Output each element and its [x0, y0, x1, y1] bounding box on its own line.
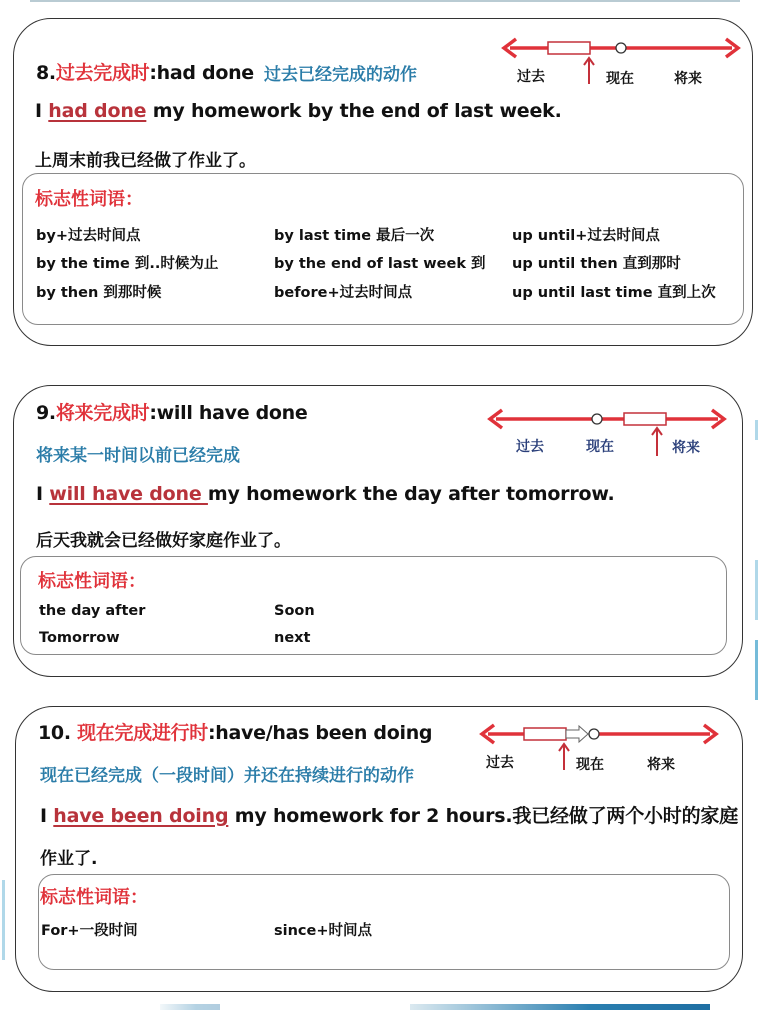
tense-meaning: 过去已经完成的动作	[264, 65, 417, 85]
keyword: by+过去时间点	[36, 228, 141, 244]
highlighted-verb: will have done	[49, 483, 208, 505]
sentence-suffix: my homework for 2 hours.我已经做了两个小时的家庭	[228, 805, 738, 827]
scan-artifact-edge	[755, 420, 758, 440]
keyword: up until+过去时间点	[512, 228, 660, 244]
keywords-heading: 标志性词语：	[38, 571, 146, 592]
sentence-suffix: my homework by the end of last week.	[146, 100, 562, 122]
tense-name: 过去完成时	[55, 62, 150, 84]
keyword: up until then 直到那时	[512, 256, 681, 272]
section-10-timeline-diagram	[478, 722, 723, 752]
keyword: the day after	[39, 603, 146, 619]
sentence-prefix: I	[40, 805, 54, 827]
keyword: by the time 到..时候为止	[36, 256, 219, 272]
keyword: For+一段时间	[41, 923, 138, 939]
section-number: 8.	[36, 62, 56, 84]
scan-artifact-edge	[755, 640, 758, 700]
section-9-timeline-diagram	[486, 407, 731, 437]
sentence-suffix: my homework the day after tomorrow.	[207, 483, 615, 505]
scan-artifact-bar	[160, 1004, 220, 1010]
tense-formula: :had done	[149, 62, 254, 84]
example-sentence	[35, 100, 562, 122]
top-border-strip	[30, 0, 740, 2]
section-9-heading	[36, 398, 307, 425]
scan-artifact-bar	[410, 1004, 710, 1010]
timeline-label-future: 将来	[672, 440, 700, 456]
chinese-translation: 上周末前我已经做了作业了。	[35, 151, 256, 171]
tense-meaning: 现在已经完成（一段时间）并还在持续进行的动作	[40, 766, 414, 786]
tense-meaning: 将来某一时间以前已经完成	[36, 446, 240, 466]
keyword: Soon	[274, 603, 315, 619]
keywords-heading: 标志性词语：	[35, 189, 143, 210]
arrow-up-icon	[582, 56, 596, 84]
timeline-label-now: 现在	[606, 71, 634, 87]
keyword: next	[274, 630, 311, 646]
arrow-up-icon	[557, 742, 571, 770]
keyword: since+时间点	[274, 923, 373, 939]
keyword: by then 到那时候	[36, 285, 162, 301]
timeline-label-future: 将来	[674, 71, 702, 87]
sentence-prefix: I	[35, 100, 49, 122]
sentence-continuation: 作业了.	[40, 849, 98, 869]
scan-artifact-edge	[755, 560, 758, 620]
timeline-label-past: 过去	[517, 69, 545, 85]
section-number: 9.	[36, 402, 56, 424]
keyword: before+过去时间点	[274, 285, 413, 301]
keyword: up until last time 直到上次	[512, 285, 716, 301]
timeline-label-past: 过去	[486, 755, 514, 771]
arrow-up-icon	[650, 426, 664, 456]
highlighted-verb: had done	[48, 100, 147, 122]
section-10-heading	[38, 718, 432, 745]
tense-name: 现在完成进行时	[77, 722, 208, 744]
example-sentence	[40, 801, 738, 828]
tense-name: 将来完成时	[55, 402, 150, 424]
example-sentence	[36, 483, 615, 505]
tense-formula: :have/has been doing	[207, 722, 433, 744]
keyword: by the end of last week 到	[274, 256, 486, 272]
timeline-label-future: 将来	[647, 757, 675, 773]
keyword: by last time 最后一次	[274, 228, 435, 244]
highlighted-verb: have been doing	[53, 805, 229, 827]
timeline-label-past: 过去	[516, 439, 544, 455]
tense-formula: :will have done	[149, 402, 308, 424]
section-8-heading	[36, 58, 254, 85]
timeline-label-now: 现在	[576, 757, 604, 773]
section-number: 10.	[38, 722, 78, 744]
keywords-heading: 标志性词语：	[40, 887, 148, 908]
sentence-prefix: I	[36, 483, 50, 505]
scan-artifact-edge	[2, 880, 5, 960]
chinese-translation: 后天我就会已经做好家庭作业了。	[36, 531, 291, 551]
keyword: Tomorrow	[39, 630, 120, 646]
section-8-timeline-diagram	[500, 36, 745, 66]
timeline-label-now: 现在	[586, 439, 614, 455]
